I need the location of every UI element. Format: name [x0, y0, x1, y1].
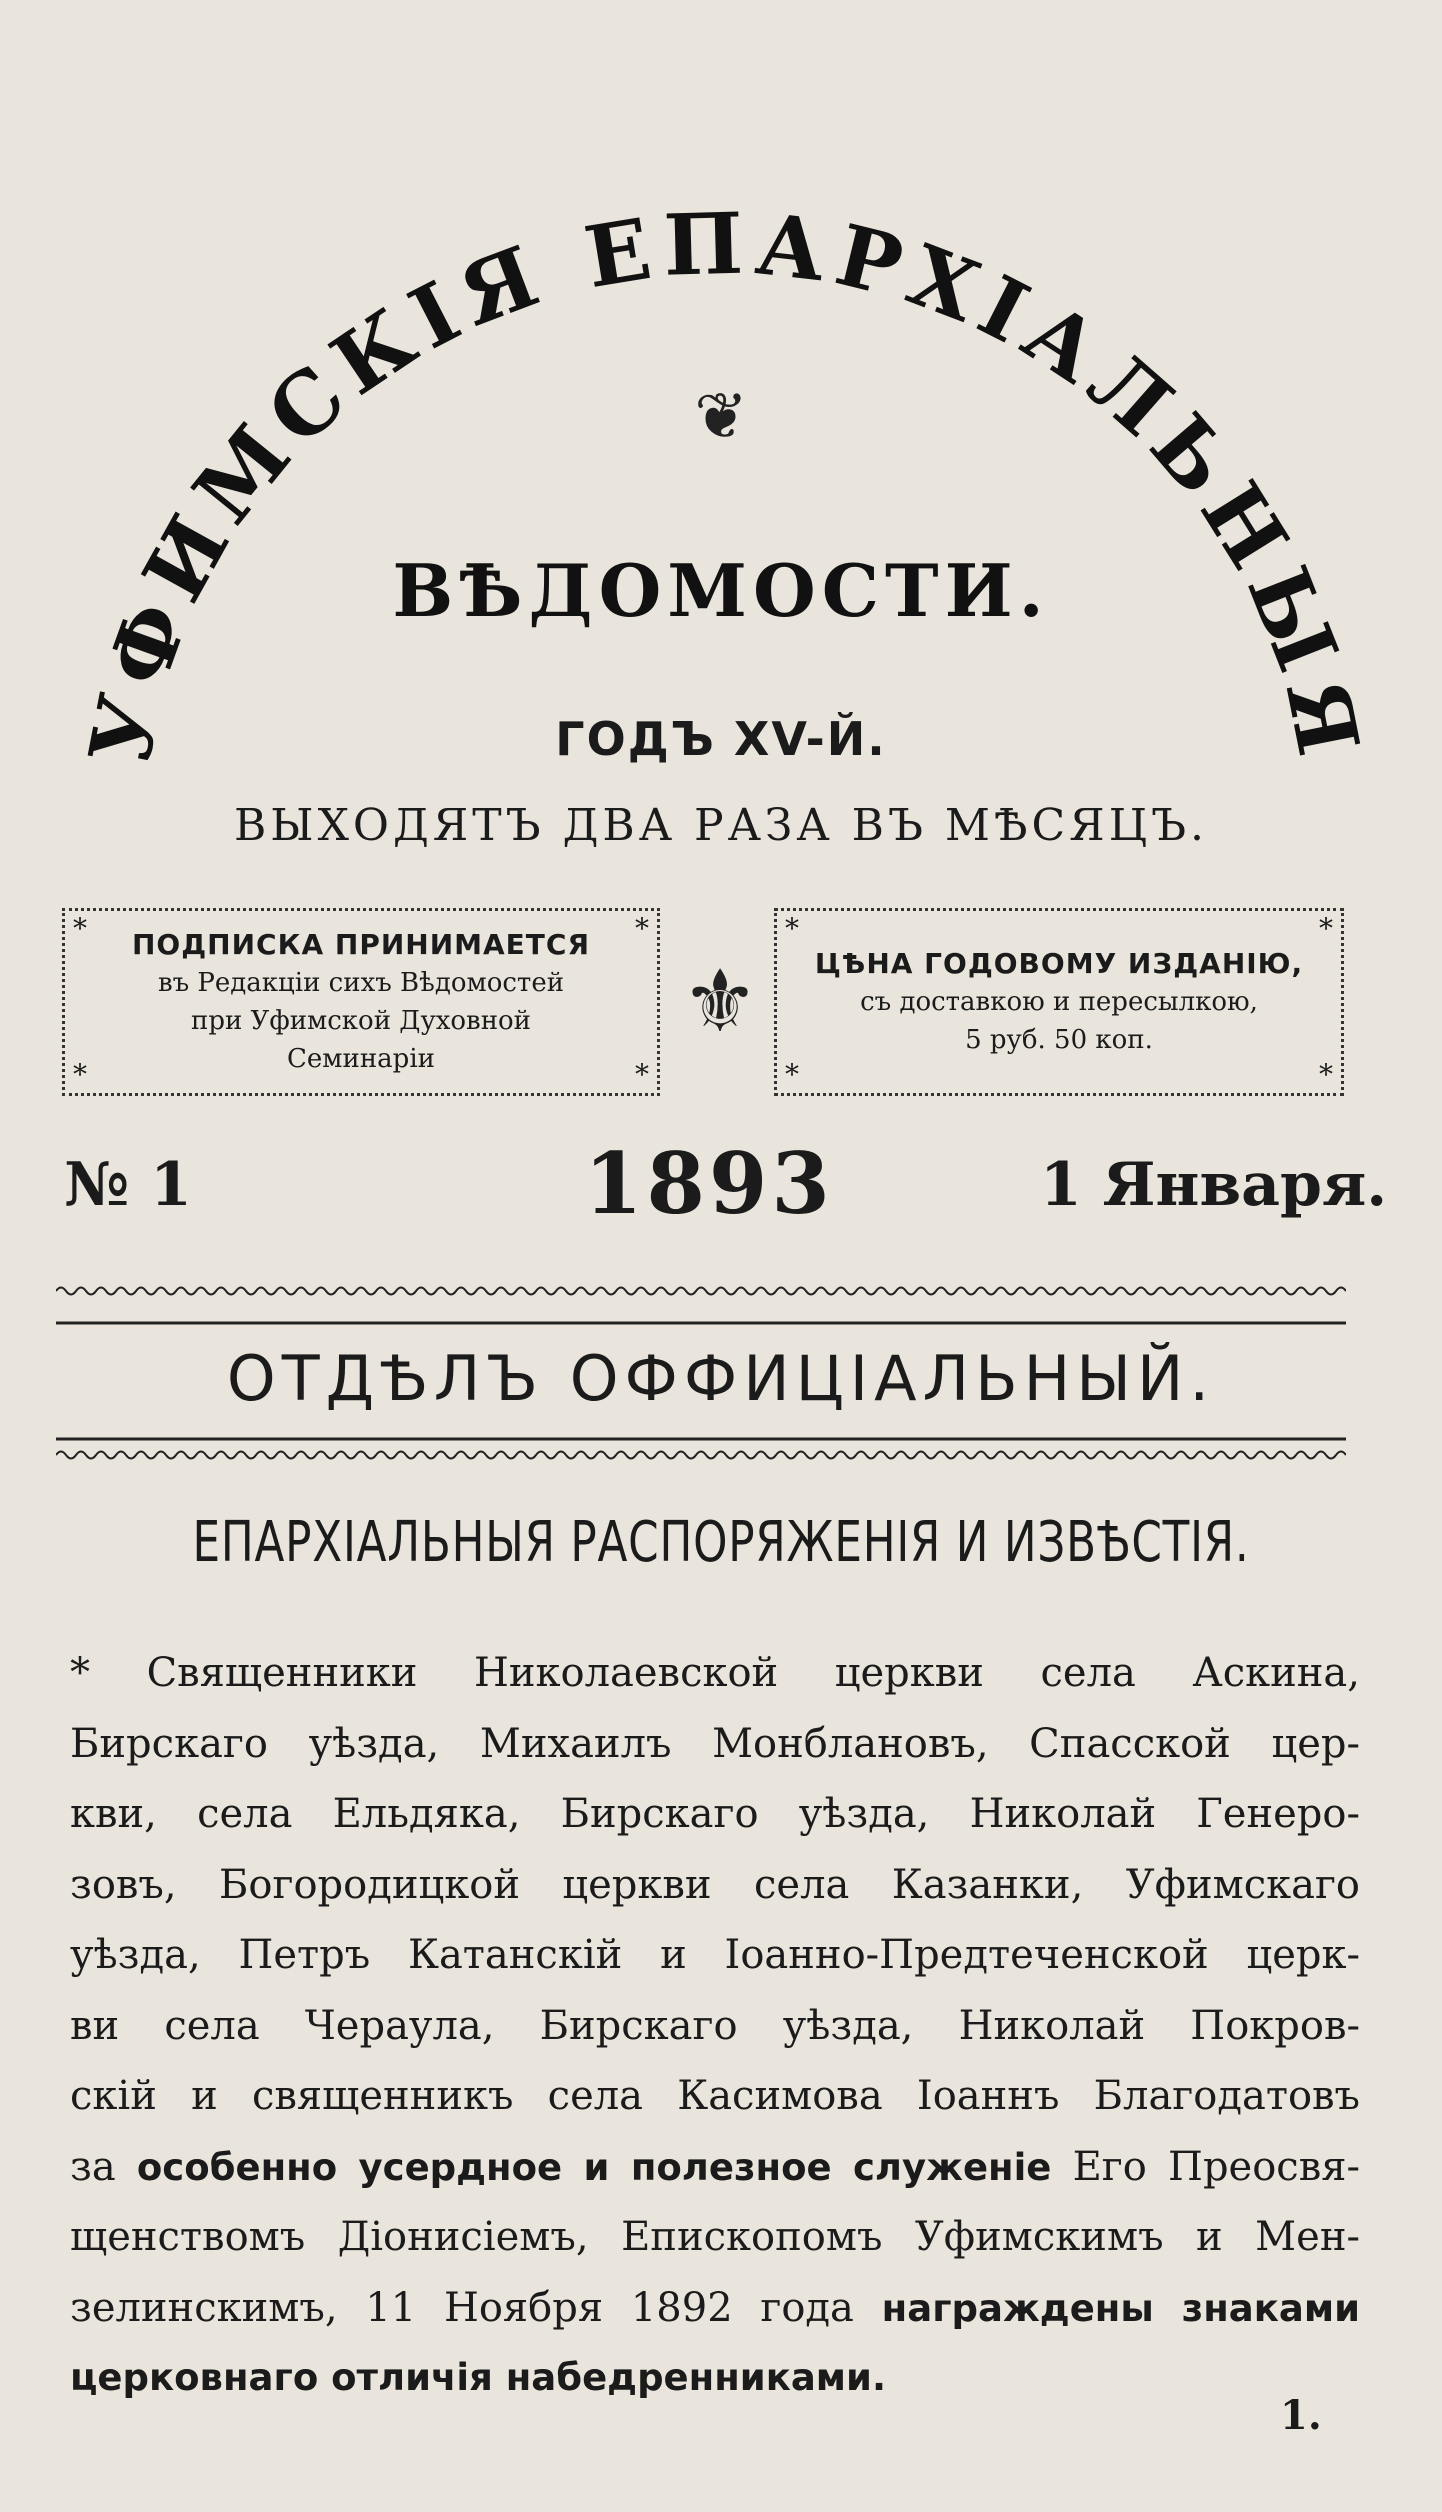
asterisk-icon: *: [785, 912, 799, 945]
subscription-heading: ПОДПИСКА ПРИНИМАЕТСЯ: [131, 928, 591, 961]
fleuron-ornament-icon: ❦: [694, 380, 748, 454]
wavy-divider: [56, 1284, 1346, 1298]
wavy-divider: [56, 1448, 1346, 1462]
article-line: [70, 2273, 1360, 2344]
issue-year: 1893: [584, 1134, 834, 1233]
page-number: 1.: [1280, 2392, 1322, 2439]
price-box: [774, 908, 1344, 1096]
lily-ornament-icon: ⚜: [681, 952, 759, 1052]
straight-divider: [56, 1432, 1346, 1446]
article-line: церковнаго отличія набедренниками.: [70, 2356, 887, 2399]
article-line: зовъ, Богородицкой церкви села Казанки, Уфимскаго: [70, 1861, 1360, 1908]
article-line: Бирскаго уѣзда, Михаилъ Монблановъ, Спасской цер-: [70, 1720, 1360, 1767]
subscription-line: въ Редакціи сихъ Вѣдомостей: [157, 968, 565, 998]
price-line: 5 руб. 50 коп.: [965, 1025, 1153, 1055]
arch-title-text: УФИМСКІЯ ЕПАРХІАЛЬНЫЯ: [69, 193, 1381, 773]
volume-year: ГОДЪ XV-Й.: [555, 712, 887, 766]
price-line: съ доставкою и пересылкою,: [860, 987, 1258, 1017]
subsection-title: ЕПАРХІАЛЬНЫЯ РАСПОРЯЖЕНІЯ И ИЗВѢСТІЯ.: [192, 1510, 1250, 1575]
article-text: зелинскимъ, 11 Ноября 1892 года: [70, 2284, 882, 2331]
subscription-line: при Уфимской Духовной: [190, 1006, 532, 1036]
asterisk-icon: *: [73, 912, 87, 945]
asterisk-icon: *: [635, 912, 649, 945]
subscription-line: Семинаріи: [287, 1044, 435, 1074]
section-title: ОТДѢЛЪ ОФФИЦІАЛЬНЫЙ.: [226, 1342, 1216, 1415]
price-heading: ЦѢНА ГОДОВОМУ ИЗДАНІЮ,: [814, 947, 1304, 980]
asterisk-icon: *: [73, 1058, 87, 1091]
article-emphasis: награждены знаками: [881, 2286, 1361, 2330]
article-emphasis: особенно усердное и полезное служеніе: [136, 2145, 1052, 2189]
article-line: кви, села Ельдяка, Бирскаго уѣзда, Николай Генеро-: [70, 1791, 1360, 1837]
straight-divider: [56, 1316, 1346, 1330]
publication-frequency: ВЫХОДЯТЪ ДВА РАЗА ВЪ МѢСЯЦЪ.: [233, 800, 1209, 851]
asterisk-icon: *: [1319, 1058, 1333, 1091]
issue-number: № 1: [64, 1150, 192, 1220]
article-line: [70, 2132, 1360, 2203]
article-line: щенствомъ Діонисіемъ, Епископомъ Уфимскимъ и Мен-: [70, 2214, 1360, 2260]
article-text: за: [70, 2143, 137, 2190]
article-line: ви села Чераула, Бирскаго уѣзда, Николай Покров-: [70, 2002, 1360, 2049]
subscription-box: [62, 908, 660, 1096]
article-body: [70, 1638, 1360, 2414]
asterisk-icon: *: [635, 1058, 649, 1091]
article-line: уѣзда, Петръ Катанскій и Іоанно-Предтеченской церк-: [70, 1932, 1360, 1978]
asterisk-icon: *: [1319, 912, 1333, 945]
masthead-title: ВѢДОМОСТИ.: [392, 548, 1050, 633]
article-line: * Священники Николаевской церкви села Аскина,: [70, 1650, 1360, 1696]
issue-date: 1 Января.: [1040, 1150, 1388, 1220]
article-line: скій и священникъ села Касимова Іоаннъ Благодатовъ: [70, 2073, 1360, 2119]
asterisk-icon: *: [785, 1058, 799, 1091]
article-text: Его Преосвя-: [1051, 2143, 1360, 2190]
